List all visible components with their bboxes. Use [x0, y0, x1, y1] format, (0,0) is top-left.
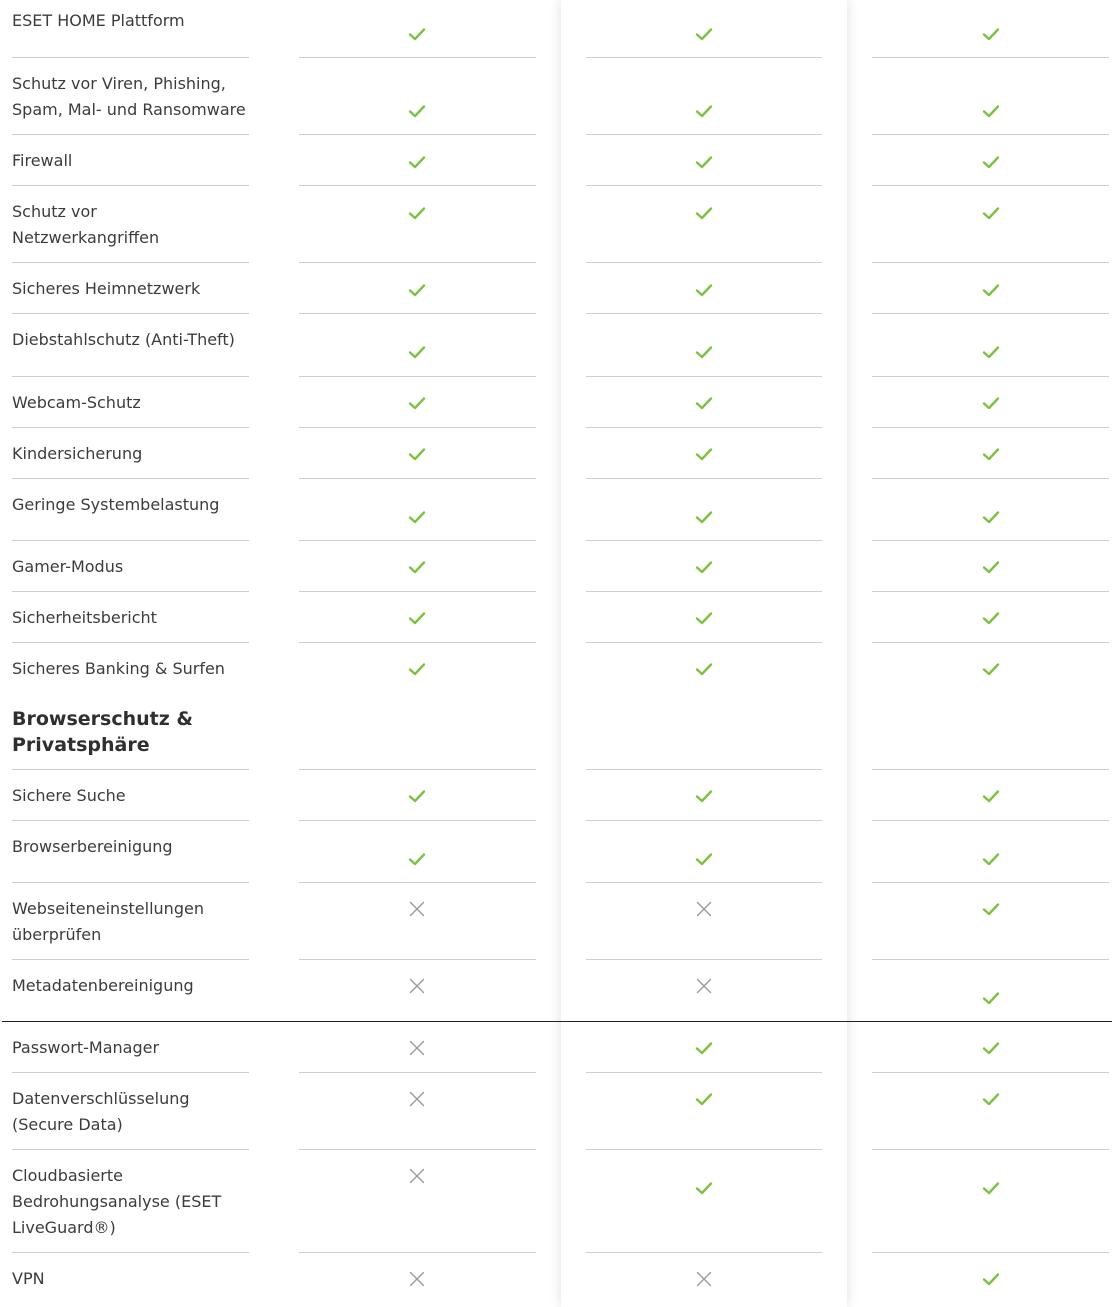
check-icon	[982, 609, 1000, 627]
feature-label: Webseiteneinstellungen überprüfen	[12, 899, 204, 944]
cross-icon	[695, 1270, 713, 1288]
feature-row	[0, 377, 1112, 428]
check-icon	[408, 153, 426, 171]
feature-row	[0, 821, 1112, 883]
cross-icon	[408, 977, 426, 995]
check-icon	[982, 1039, 1000, 1057]
cross-icon	[408, 1270, 426, 1288]
check-icon	[408, 343, 426, 361]
check-icon	[982, 850, 1000, 868]
section-heading: Browserschutz & Privatsphäre	[12, 708, 193, 756]
check-icon	[982, 204, 1000, 222]
check-icon	[695, 343, 713, 361]
feature-row	[0, 0, 1112, 58]
check-icon	[982, 102, 1000, 120]
check-icon	[408, 850, 426, 868]
check-icon	[982, 281, 1000, 299]
check-icon	[695, 445, 713, 463]
cross-icon	[408, 1167, 426, 1185]
check-icon	[408, 660, 426, 678]
feature-label: Sicheres Heimnetzwerk	[12, 279, 201, 298]
check-icon	[695, 204, 713, 222]
check-icon	[408, 787, 426, 805]
feature-label: Metadatenbereinigung	[12, 976, 194, 995]
feature-row	[0, 643, 1112, 694]
feature-label: Firewall	[12, 151, 73, 170]
feature-label: ESET HOME Plattform	[12, 11, 185, 30]
check-icon	[982, 445, 1000, 463]
feature-row	[0, 58, 1112, 135]
check-icon	[982, 787, 1000, 805]
check-icon	[695, 850, 713, 868]
feature-row	[0, 314, 1112, 377]
check-icon	[695, 558, 713, 576]
feature-row	[0, 135, 1112, 186]
check-icon	[695, 102, 713, 120]
feature-row	[0, 592, 1112, 643]
feature-row	[0, 186, 1112, 263]
check-icon	[408, 204, 426, 222]
feature-row	[0, 428, 1112, 479]
feature-label: Schutz vor Netzwerkangriffen	[12, 202, 160, 247]
check-icon	[695, 660, 713, 678]
feature-label: Diebstahlschutz (Anti-Theft)	[12, 330, 235, 349]
check-icon	[695, 787, 713, 805]
check-icon	[982, 153, 1000, 171]
feature-row	[0, 479, 1112, 541]
feature-label: Gamer-Modus	[12, 557, 124, 576]
check-icon	[695, 609, 713, 627]
check-icon	[982, 25, 1000, 43]
feature-label: Browserbereinigung	[12, 837, 173, 856]
check-icon	[695, 281, 713, 299]
feature-label: Sichere Suche	[12, 786, 126, 805]
check-icon	[982, 989, 1000, 1007]
check-icon	[695, 1179, 713, 1197]
check-icon	[982, 1270, 1000, 1288]
feature-label: Sicheres Banking & Surfen	[12, 659, 225, 678]
feature-row	[0, 1253, 1112, 1307]
check-icon	[982, 660, 1000, 678]
check-icon	[982, 508, 1000, 526]
check-icon	[982, 1090, 1000, 1108]
feature-row	[0, 1073, 1112, 1150]
feature-row	[0, 1022, 1112, 1073]
check-icon	[408, 445, 426, 463]
check-icon	[982, 343, 1000, 361]
check-icon	[695, 394, 713, 412]
feature-row	[0, 960, 1112, 1022]
check-icon	[695, 153, 713, 171]
feature-row	[0, 263, 1112, 314]
cross-icon	[695, 977, 713, 995]
check-icon	[982, 1179, 1000, 1197]
feature-row	[0, 541, 1112, 592]
check-icon	[408, 558, 426, 576]
cross-icon	[695, 900, 713, 918]
cross-icon	[408, 900, 426, 918]
feature-row	[0, 770, 1112, 821]
cross-icon	[408, 1039, 426, 1057]
feature-label: Geringe Systembelastung	[12, 495, 220, 514]
check-icon	[982, 558, 1000, 576]
feature-label: Webcam-Schutz	[12, 393, 141, 412]
feature-label: Datenverschlüsselung (Secure Data)	[12, 1089, 190, 1134]
feature-label: Cloudbasierte Bedrohungsanalyse (ESET LiveGuard®)	[12, 1166, 222, 1237]
feature-label: Schutz vor Viren, Phishing, Spam, Mal- und Ransomware	[12, 74, 246, 119]
section-divider	[2, 1021, 1112, 1022]
check-icon	[695, 508, 713, 526]
check-icon	[408, 394, 426, 412]
check-icon	[695, 25, 713, 43]
check-icon	[982, 900, 1000, 918]
check-icon	[408, 25, 426, 43]
feature-row	[0, 1150, 1112, 1253]
check-icon	[982, 394, 1000, 412]
check-icon	[408, 508, 426, 526]
feature-label: Kindersicherung	[12, 444, 143, 463]
cross-icon	[408, 1090, 426, 1108]
feature-row	[0, 883, 1112, 960]
check-icon	[408, 102, 426, 120]
check-icon	[695, 1039, 713, 1057]
feature-label: Sicherheitsbericht	[12, 608, 157, 627]
feature-label: Passwort-Manager	[12, 1038, 160, 1057]
section-heading-row	[0, 694, 1112, 770]
check-icon	[695, 1090, 713, 1108]
feature-label: VPN	[12, 1269, 45, 1288]
check-icon	[408, 281, 426, 299]
check-icon	[408, 609, 426, 627]
